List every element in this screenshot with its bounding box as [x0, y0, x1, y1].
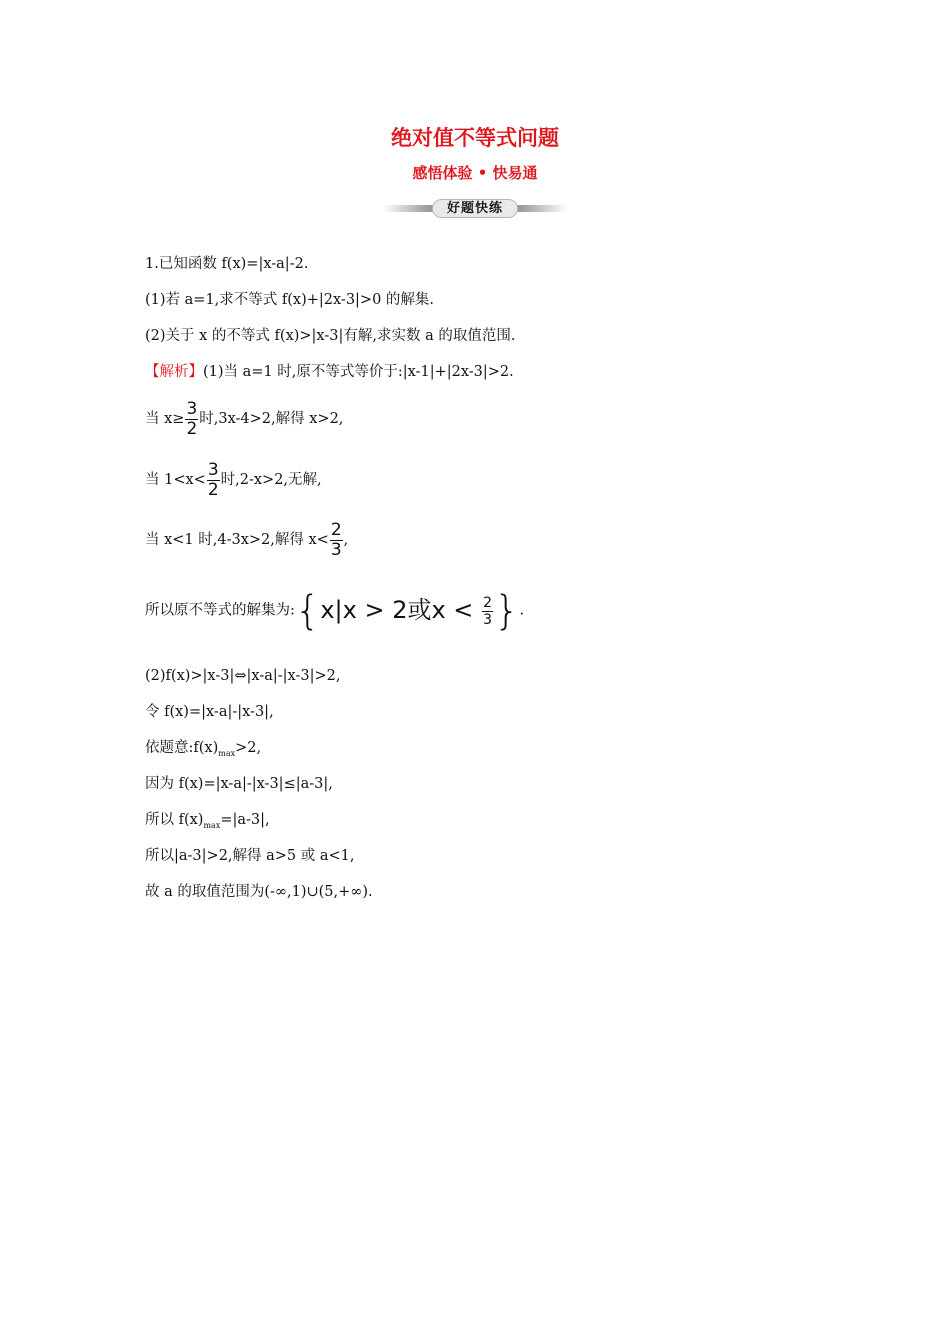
part2-line1: (2)f(x)>|x-3|⇔|x-a|-|x-3|>2,	[145, 668, 341, 684]
case3-num: 2	[330, 519, 342, 540]
part2-line3-sub: max	[218, 748, 236, 758]
case2-den: 2	[207, 479, 219, 500]
case1-fraction	[185, 400, 198, 439]
part2-line5-sub: max	[203, 820, 221, 830]
solution-set-num: 2	[483, 594, 492, 611]
part2-line7: 故 a 的取值范围为(-∞,1)∪(5,+∞).	[145, 884, 373, 900]
problem-part2: (2)关于 x 的不等式 f(x)>|x-3|有解,求实数 a 的取值范围.	[145, 328, 516, 344]
solution-set-fraction	[482, 595, 493, 628]
case3-pre: 当 x<1 时,4-3x>2,解得 x<	[145, 532, 329, 548]
solution-tag: 【解析】	[145, 364, 203, 380]
part2-line4: 因为 f(x)=|x-a|-|x-3|≤|a-3|,	[145, 776, 333, 792]
page-title: 绝对值不等式问题	[391, 126, 559, 150]
problem-part1: (1)若 a=1,求不等式 f(x)+|2x-3|>0 的解集.	[145, 292, 435, 308]
part2-line3-post: >2,	[235, 740, 262, 756]
case2-fraction	[207, 461, 220, 500]
solution-set-body: x|x > 2或x <	[320, 596, 474, 624]
case2-post: 时,2-x>2,无解,	[220, 472, 322, 488]
solution-set-den: 3	[483, 611, 492, 628]
solution-intro: (1)当 a=1 时,原不等式等价于:|x-1|+|2x-3|>2.	[203, 364, 514, 380]
case3-line	[145, 518, 348, 562]
case3-fraction	[330, 521, 343, 560]
part2-line3	[145, 738, 261, 764]
part2-line3-pre: 依题意:f(x)	[145, 740, 219, 756]
case2-num: 3	[207, 459, 219, 480]
section-banner	[383, 199, 567, 218]
case1-line	[145, 397, 343, 441]
solution-set-post: .	[519, 602, 525, 619]
page-subtitle: 感悟体验 • 快易通	[412, 164, 538, 182]
solution-set-line	[145, 584, 524, 637]
case1-pre: 当 x≥	[145, 411, 185, 427]
part2-line2: 令 f(x)=|x-a|-|x-3|,	[145, 704, 274, 720]
solution-intro-line	[145, 362, 514, 382]
case2-pre: 当 1<x<	[145, 472, 206, 488]
part2-line5	[145, 810, 270, 836]
case1-den: 2	[186, 418, 198, 439]
case1-post: 时,3x-4>2,解得 x>2,	[199, 411, 344, 427]
part2-line6: 所以|a-3|>2,解得 a>5 或 a<1,	[145, 848, 355, 864]
case3-post: ,	[343, 532, 349, 548]
part2-line5-post: =|a-3|,	[220, 812, 270, 828]
part2-line5-pre: 所以 f(x)	[145, 812, 204, 828]
case1-num: 3	[186, 398, 198, 419]
banner-label: 好题快练	[432, 199, 518, 218]
solution-set-expression	[294, 588, 520, 634]
left-brace: {	[294, 588, 321, 634]
case3-den: 3	[330, 539, 342, 560]
problem-stem: 1.已知函数 f(x)=|x-a|-2.	[145, 256, 309, 272]
case2-line	[145, 458, 322, 502]
right-brace: }	[493, 588, 520, 634]
solution-set-pre: 所以原不等式的解集为:	[145, 602, 295, 619]
